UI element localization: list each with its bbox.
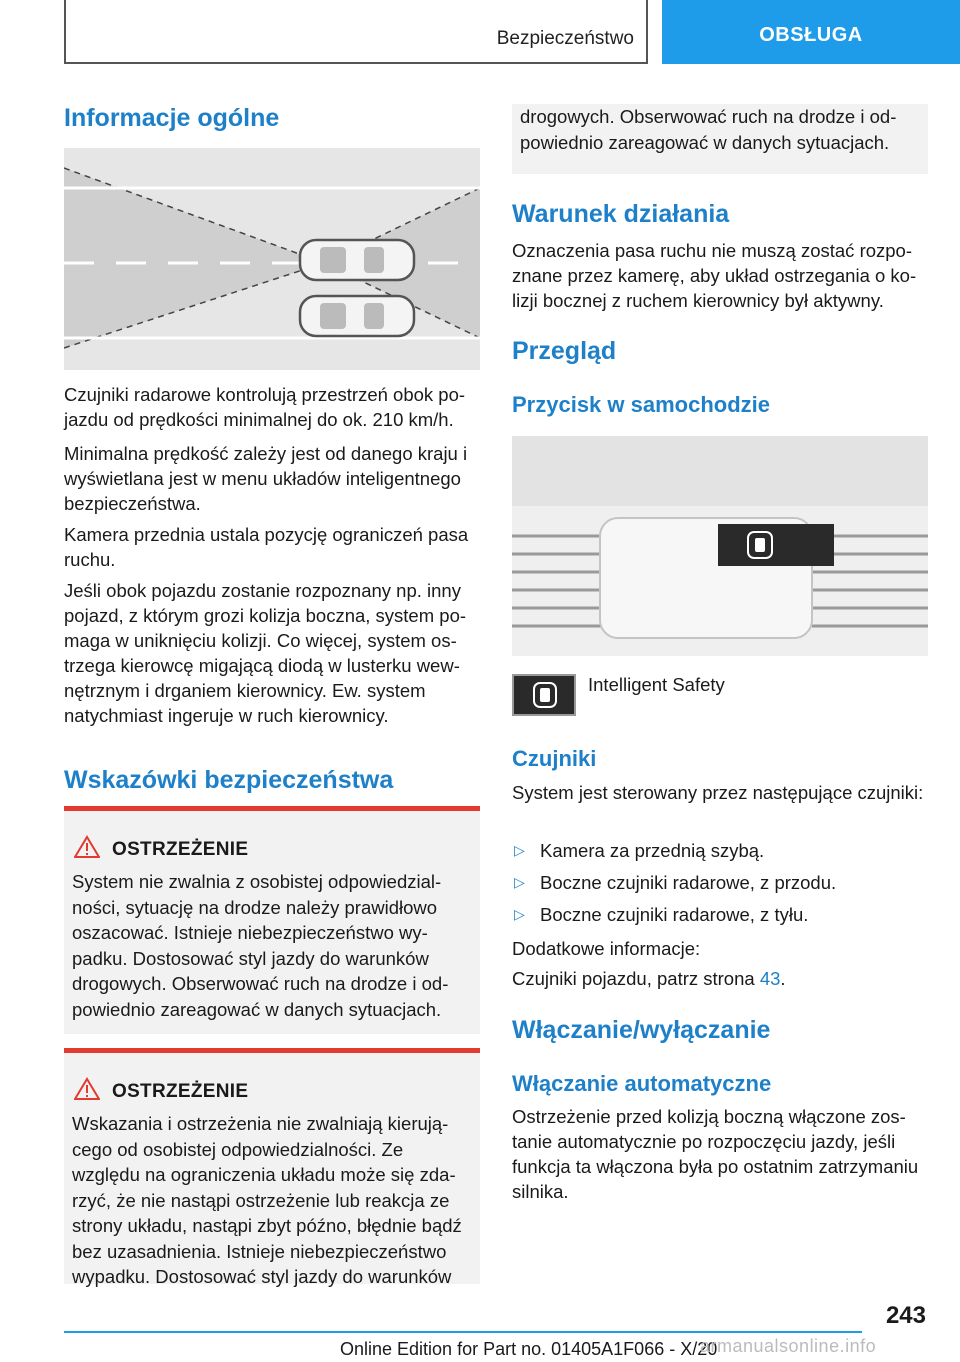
page-link-43[interactable]: 43 bbox=[759, 968, 781, 989]
subsection-title-sensors: Czujniki bbox=[512, 746, 597, 771]
section-title-onoff: Włączanie/wyłączanie bbox=[512, 1016, 771, 1044]
sensors-reference: Czujniki pojazdu, patrz strona 43. bbox=[512, 968, 786, 989]
warning-continuation-text: drogowych. Obserwować ruch na drodze i odpowiednio zareagować w danych sytuacjach. bbox=[520, 106, 897, 153]
warning-box-1 bbox=[64, 806, 480, 1034]
subsection-title-auto: Włączanie automatyczne bbox=[512, 1071, 772, 1096]
footer-watermark: armanualsonline.info bbox=[700, 1336, 877, 1356]
intelligent-safety-icon bbox=[514, 676, 574, 714]
intelligent-safety-label: Intelligent Safety bbox=[588, 674, 725, 695]
header-frame bbox=[64, 0, 648, 64]
section-title-overview: Przegląd bbox=[512, 337, 617, 365]
warning-triangle-icon bbox=[74, 1077, 100, 1101]
intelligent-safety-button[interactable] bbox=[512, 674, 576, 716]
page-number: 243 bbox=[885, 1302, 926, 1329]
car-bottom-icon bbox=[300, 296, 414, 336]
paragraph-4: Jeśli obok pojazdu zostanie rozpoznany np. inny pojazd, z którym grozi kolizja boczna, system pomaga w uniknięciu kolizji. Co więcej, system ostrzega kierowcę migającą diodą w lusterku wewnętrznym i drganiem kierownicy. Ew. system natychmiast ingeruje w ruch kierownicy. bbox=[64, 580, 467, 726]
footer-divider bbox=[64, 1331, 862, 1333]
auto-text: Ostrzeżenie przed kolizją boczną włączone zostanie automatycznie po rozpoczęciu jazdy, jeśli funkcja ta włączona była po ostatnim zatrzymaniu silnika. bbox=[512, 1106, 919, 1202]
header-section-title: Bezpieczeństwo bbox=[496, 28, 634, 49]
warning-text-2: Wskazania i ostrzeżenia nie zwalniają kierującego od osobistej odpowiedzialności. Ze względu na ograniczenia układu może się zdarzyć, że nie nastąpi ostrzeżenie lub reakcja ze strony układu, nastąpi zbyt późno, błędnie bądź bez uzasadnienia. Istnieje niebezpieczeństwo wypadku. Dostosować styl jazdy do warunków bbox=[72, 1113, 462, 1287]
sensors-intro: System jest sterowany przez następujące czujniki: bbox=[512, 782, 924, 803]
bullet-triangle-icon: ▷ bbox=[514, 906, 525, 922]
subsection-title-button: Przycisk w samochodzie bbox=[512, 392, 770, 417]
lane-sensor-figure bbox=[64, 148, 480, 370]
footer-edition: Online Edition for Part no. 01405A1F066 - X/20 bbox=[340, 1339, 718, 1359]
paragraph-3: Kamera przednia ustala pozycję ograniczeń pasa ruchu. bbox=[64, 524, 469, 570]
button-location-figure bbox=[512, 436, 928, 656]
extra-info-label: Dodatkowe informacje: bbox=[512, 938, 701, 959]
section-title-condition: Warunek działania bbox=[512, 200, 730, 228]
bullet-triangle-icon: ▷ bbox=[514, 874, 525, 890]
warning-title-1: OSTRZEŻENIE bbox=[112, 839, 249, 860]
warning-box-2 bbox=[64, 1048, 480, 1287]
warning-triangle-icon bbox=[74, 835, 100, 859]
warning-continuation-box bbox=[512, 104, 928, 174]
paragraph-2: Minimalna prędkość zależy jest od danego kraju i wyświetlana jest w menu układów inteligentnego bezpieczeństwa. bbox=[64, 443, 468, 514]
paragraph-1: Czujniki radarowe kontrolują przestrzeń obok pojazdu od prędkości minimalnej do ok. 210 km/h. bbox=[64, 384, 466, 430]
section-title-general: Informacje ogólne bbox=[64, 104, 280, 132]
condition-text: Oznaczenia pasa ruchu nie muszą zostać rozpoznane przez kamerę, aby układ ostrzegania o kolizji bocznej z ruchem kierownicy był aktywny. bbox=[512, 240, 917, 311]
lane-sensor-illustration bbox=[64, 148, 480, 370]
bullet-triangle-icon: ▷ bbox=[514, 842, 525, 858]
header-tab-obsluga[interactable]: OBSŁUGA bbox=[662, 0, 960, 64]
section-title-safety: Wskazówki bezpieczeństwa bbox=[64, 766, 394, 794]
warning-text-1: System nie zwalnia z osobistej odpowiedzialności, sytuację na drodze należy prawidłowo oszacować. Istnieje niebezpieczeństwo wypadku. Dostosować styl jazdy do warunków drogowych. Obserwować ruch na drodze i odpowiednio zareagować w danych sytuacjach. bbox=[72, 871, 449, 1020]
car-top-icon bbox=[300, 240, 414, 280]
dashboard-illustration bbox=[512, 436, 928, 656]
warning-title-2: OSTRZEŻENIE bbox=[112, 1081, 249, 1102]
